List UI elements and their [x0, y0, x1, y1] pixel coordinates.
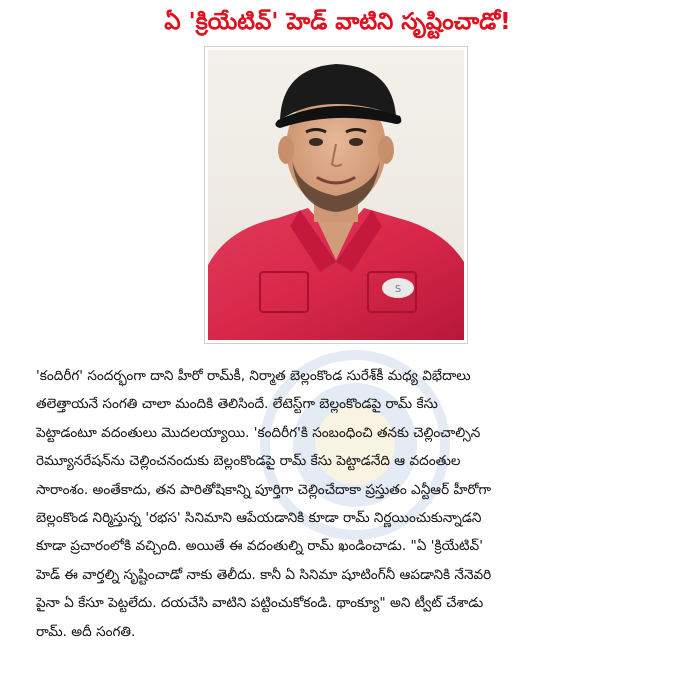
- article-line: 'కందిరీగ' సందర్భంగా దాని హీరో రామ్‌కీ, నిర్మాత బెల్లంకొండ సురేశ్‌కీ మధ్య విభేదాలు: [36, 368, 471, 384]
- article-headline: ఏ 'క్రియేటివ్' హెడ్ వాటిని సృష్టించాడో!: [164, 9, 511, 35]
- article-body: [36, 362, 652, 646]
- article-line: రెమ్యూనరేషన్‌ను చెల్లించనందుకు బెల్లంకొండపై రామ్ కేసు పెట్టాడనేది ఆ వదంతుల: [36, 453, 461, 470]
- article-line: తలెత్తాయనే సంగతి చాలా మందికి తెలిసిందే. లేటెస్ట్‌గా బెల్లంకొండపై రామ్ కేసు: [36, 396, 438, 413]
- article-line: రామ్. అదీ సంగతి.: [36, 623, 136, 640]
- svg-text:S: S: [394, 284, 402, 295]
- article-line: కూడా ప్రచారంలోకి వచ్చింది. అయితే ఈ వదంతుల్ని రామ్ ఖండించాడు. "ఏ 'క్రియేటివ్': [36, 538, 483, 555]
- article-line: బెల్లంకొండ నిర్మిస్తున్న 'రభస' సినిమాని ఆపేయడానికి కూడా రామ్ నిర్ణయించుకున్నాడని: [36, 509, 482, 526]
- article-photo: [204, 46, 468, 344]
- article-line: హెడ్ ఈ వార్తల్ని సృష్టించాడో నాకు తెలీదు. కానీ ఏ సినిమా షూటింగ్‌నీ ఆపడానికి నేనెవరి: [36, 566, 492, 583]
- article-line: సారాంశం. అంతేకాదు, తన పారితోషికాన్ని పూర్తిగా చెల్లించేదాకా ప్రస్తుతం ఎన్టీఆర్ హీరోగా: [36, 481, 491, 498]
- article-line: పైనా ఏ కేసూ పెట్టలేదు. దయచేసి వాటిని పట్టించుకోకండి. థాంక్యూ" అని ట్వీట్ చేశాడు: [36, 595, 484, 612]
- article-line: పెట్టాడంటూ వదంతులు మొదలయ్యాయి. 'కందిరీగ'కి సంబంధించి తనకు చెల్లించాల్సిన: [36, 424, 481, 441]
- actor-portrait-image: [208, 50, 464, 340]
